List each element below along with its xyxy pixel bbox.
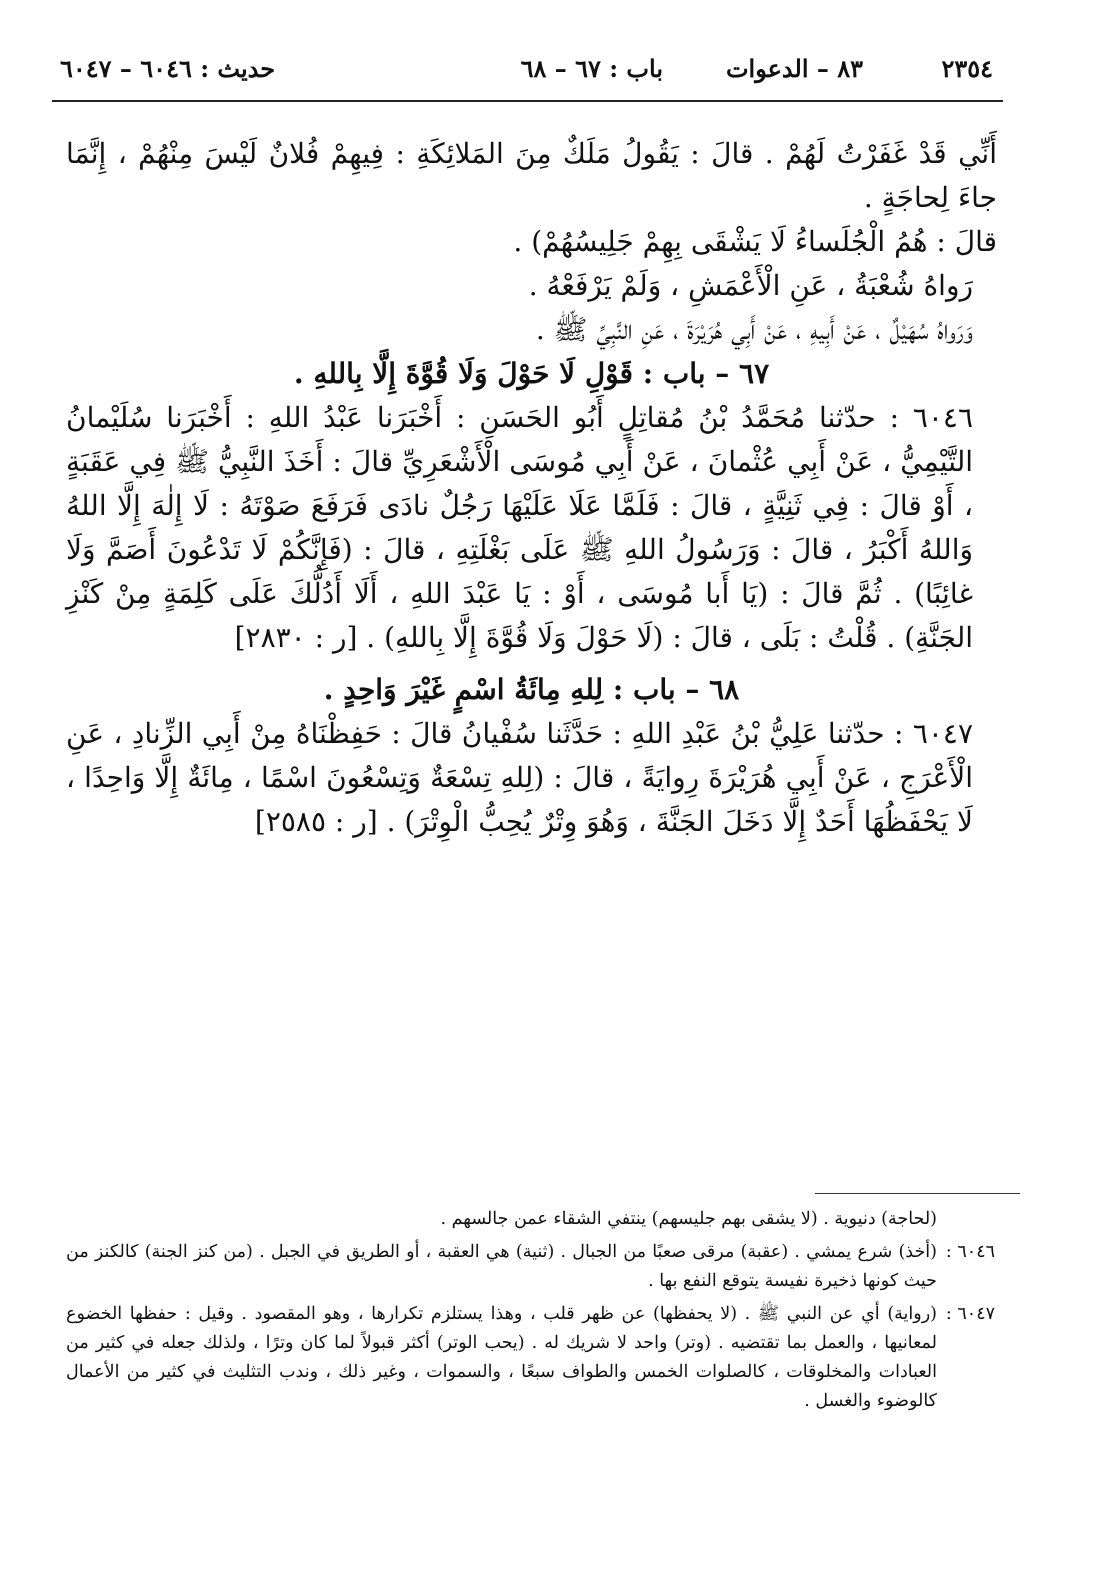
hadith-6047: ٦٠٤٧ : حدّثنا عَلِيُّ بْنُ عَبْدِ اللهِ : حَدَّثَنا سُفْيانُ قالَ : حَفِظْنَاهُ مِنْ أَبِي الزِّنادِ ، عَنِ الْأَعْرَجِ ، عَنْ أَبِي هُرَيْرَةَ رِوايَةً ، قالَ : (لِلهِ تِسْعَةٌ وَتِسْعُونَ اسْمًا ، مِائَةٌ إِلَّا وَاحِدًا ، لَا يَحْفَظُهَا أَحَدٌ إِلَّا دَخَلَ الجَنَّةَ ، وَهُوَ وِتْرٌ يُحِبُّ الْوِتْرَ) . [ر : ٢٥٨٥] xyxy=(66,717,973,838)
hadith-6046: ٦٠٤٦ : حدّثنا مُحَمَّدُ بْنُ مُقاتِلٍ أَبُو الحَسَنِ : أَخْبَرَنا عَبْدُ اللهِ : أَخْبَرَنا سُلَيْمانُ التَّيْمِيُّ ، عَنْ أَبِي عُثْمانَ ، عَنْ أَبِي مُوسَى الْأَشْعَرِيِّ قالَ : أَخَذَ النَّبِيُّ ﷺ فِي عَقَبَةٍ ، أَوْ قالَ : فِي ثَنِيَّةٍ ، قالَ : فَلَمَّا عَلَا عَلَيْهَا رَجُلٌ نادَى فَرَفَعَ صَوْتَهُ : لَا إِلٰهَ إِلَّا اللهُ وَاللهُ أَكْبَرُ ، قالَ : وَرَسُولُ اللهِ ﷺ عَلَى بَغْلَتِهِ ، قالَ : (فَإِنَّكُمْ لَا تَدْعُونَ أَصَمَّ وَلَا غائِبًا) . ثُمَّ قالَ : (يَا أَبا مُوسَى ، أَوْ : يَا عَبْدَ اللهِ ، أَلَا أَدُلُّكَ عَلَى كَلِمَةٍ مِنْ كَنْزِ الجَنَّةِ) . قُلْتُ : بَلَى ، قالَ : (لَا حَوْلَ وَلَا قُوَّةَ إِلَّا بِاللهِ) . [ر : ٢٨٣٠] xyxy=(66,401,973,654)
page-number: ٢٣٥٤ xyxy=(941,54,993,83)
main-text xyxy=(66,132,997,844)
footnote-text: (أخذ) شرع يمشي . (عقبة) مرقى صعبًا من الجبال . (ثنية) هي العقبة ، أو الطريق في الجبل . (من كنز الجنة) كالكنز من حيث كونها ذخيرة نفيسة يتوقع النفع بها . xyxy=(66,1242,937,1291)
header-divider xyxy=(52,100,1003,102)
hadith-range: حديث : ٦٠٤٦ – ٦٠٤٧ xyxy=(60,54,276,83)
text-line: وَرَواهُ سُهَيْلٌ ، عَنْ أَبِيهِ ، عَنْ أَبِي هُرَيْرَةَ ، عَنِ النَّبِيِّ ﷺ . xyxy=(535,313,973,346)
text-line: رَواهُ شُعْبَةُ ، عَنِ الْأَعْمَشِ ، وَلَمْ يَرْفَعْهُ . xyxy=(528,269,973,302)
footnote xyxy=(66,1300,995,1416)
footnote-divider xyxy=(815,1193,1020,1194)
footnote-number: ٦٠٤٧ : xyxy=(945,1304,995,1324)
chapter-heading-68: ٦٨ – باب : لِلهِ مِائَةُ اسْمٍ غَيْرَ وَاحِدٍ . xyxy=(323,673,740,706)
footnote xyxy=(66,1205,995,1234)
text-line: قالَ : هُمُ الْجُلَساءُ لَا يَشْقَى بِهِمْ جَلِيسُهُمْ) . xyxy=(513,225,997,258)
page-header xyxy=(60,54,993,94)
bab-range: باب : ٦٧ – ٦٨ xyxy=(520,54,663,83)
footnote-text: (رواية) أي عن النبي ﷺ . (لا يحفظها) عن ظهر قلب ، وهذا يستلزم تكرارها ، وهو المقصود . وقيل : حفظها الخضوع لمعانيها ، والعمل بما تقتضيه . (وتر) واحد لا شريك له . (يحب الوتر) أكثر قبولاً لما كان وترًا ، ولذلك جعله في كثير من العبادات والمخلوقات ، كالصلوات الخمس والطواف سبعًا ، والسموات ، وغير ذلك ، وندب التثليث في كثير من الأعمال كالوضوء والغسل . xyxy=(66,1304,937,1411)
footnote-text: (لحاجة) دنيوية . (لا يشقى بهم جليسهم) ينتفي الشقاء عمن جالسهم . xyxy=(440,1209,937,1229)
footnote xyxy=(66,1238,995,1296)
text-line: أَنِّي قَدْ غَفَرْتُ لَهُمْ . قالَ : يَقُولُ مَلَكٌ مِنَ المَلائِكَةِ : فِيهِمْ فُلانٌ لَيْسَ مِنْهُمْ ، إِنَّمَا جاءَ لِحاجَةٍ . xyxy=(66,137,997,214)
chapter-title-header: ٨٣ – الدعوات xyxy=(725,54,863,83)
footnote-number xyxy=(937,1205,995,1234)
chapter-heading-67: ٦٧ – باب : قَوْلِ لَا حَوْلَ وَلَا قُوَّةَ إِلَّا بِاللهِ . xyxy=(293,357,770,390)
footnote-number: ٦٠٤٦ : xyxy=(945,1242,995,1262)
footnotes xyxy=(66,1205,995,1420)
